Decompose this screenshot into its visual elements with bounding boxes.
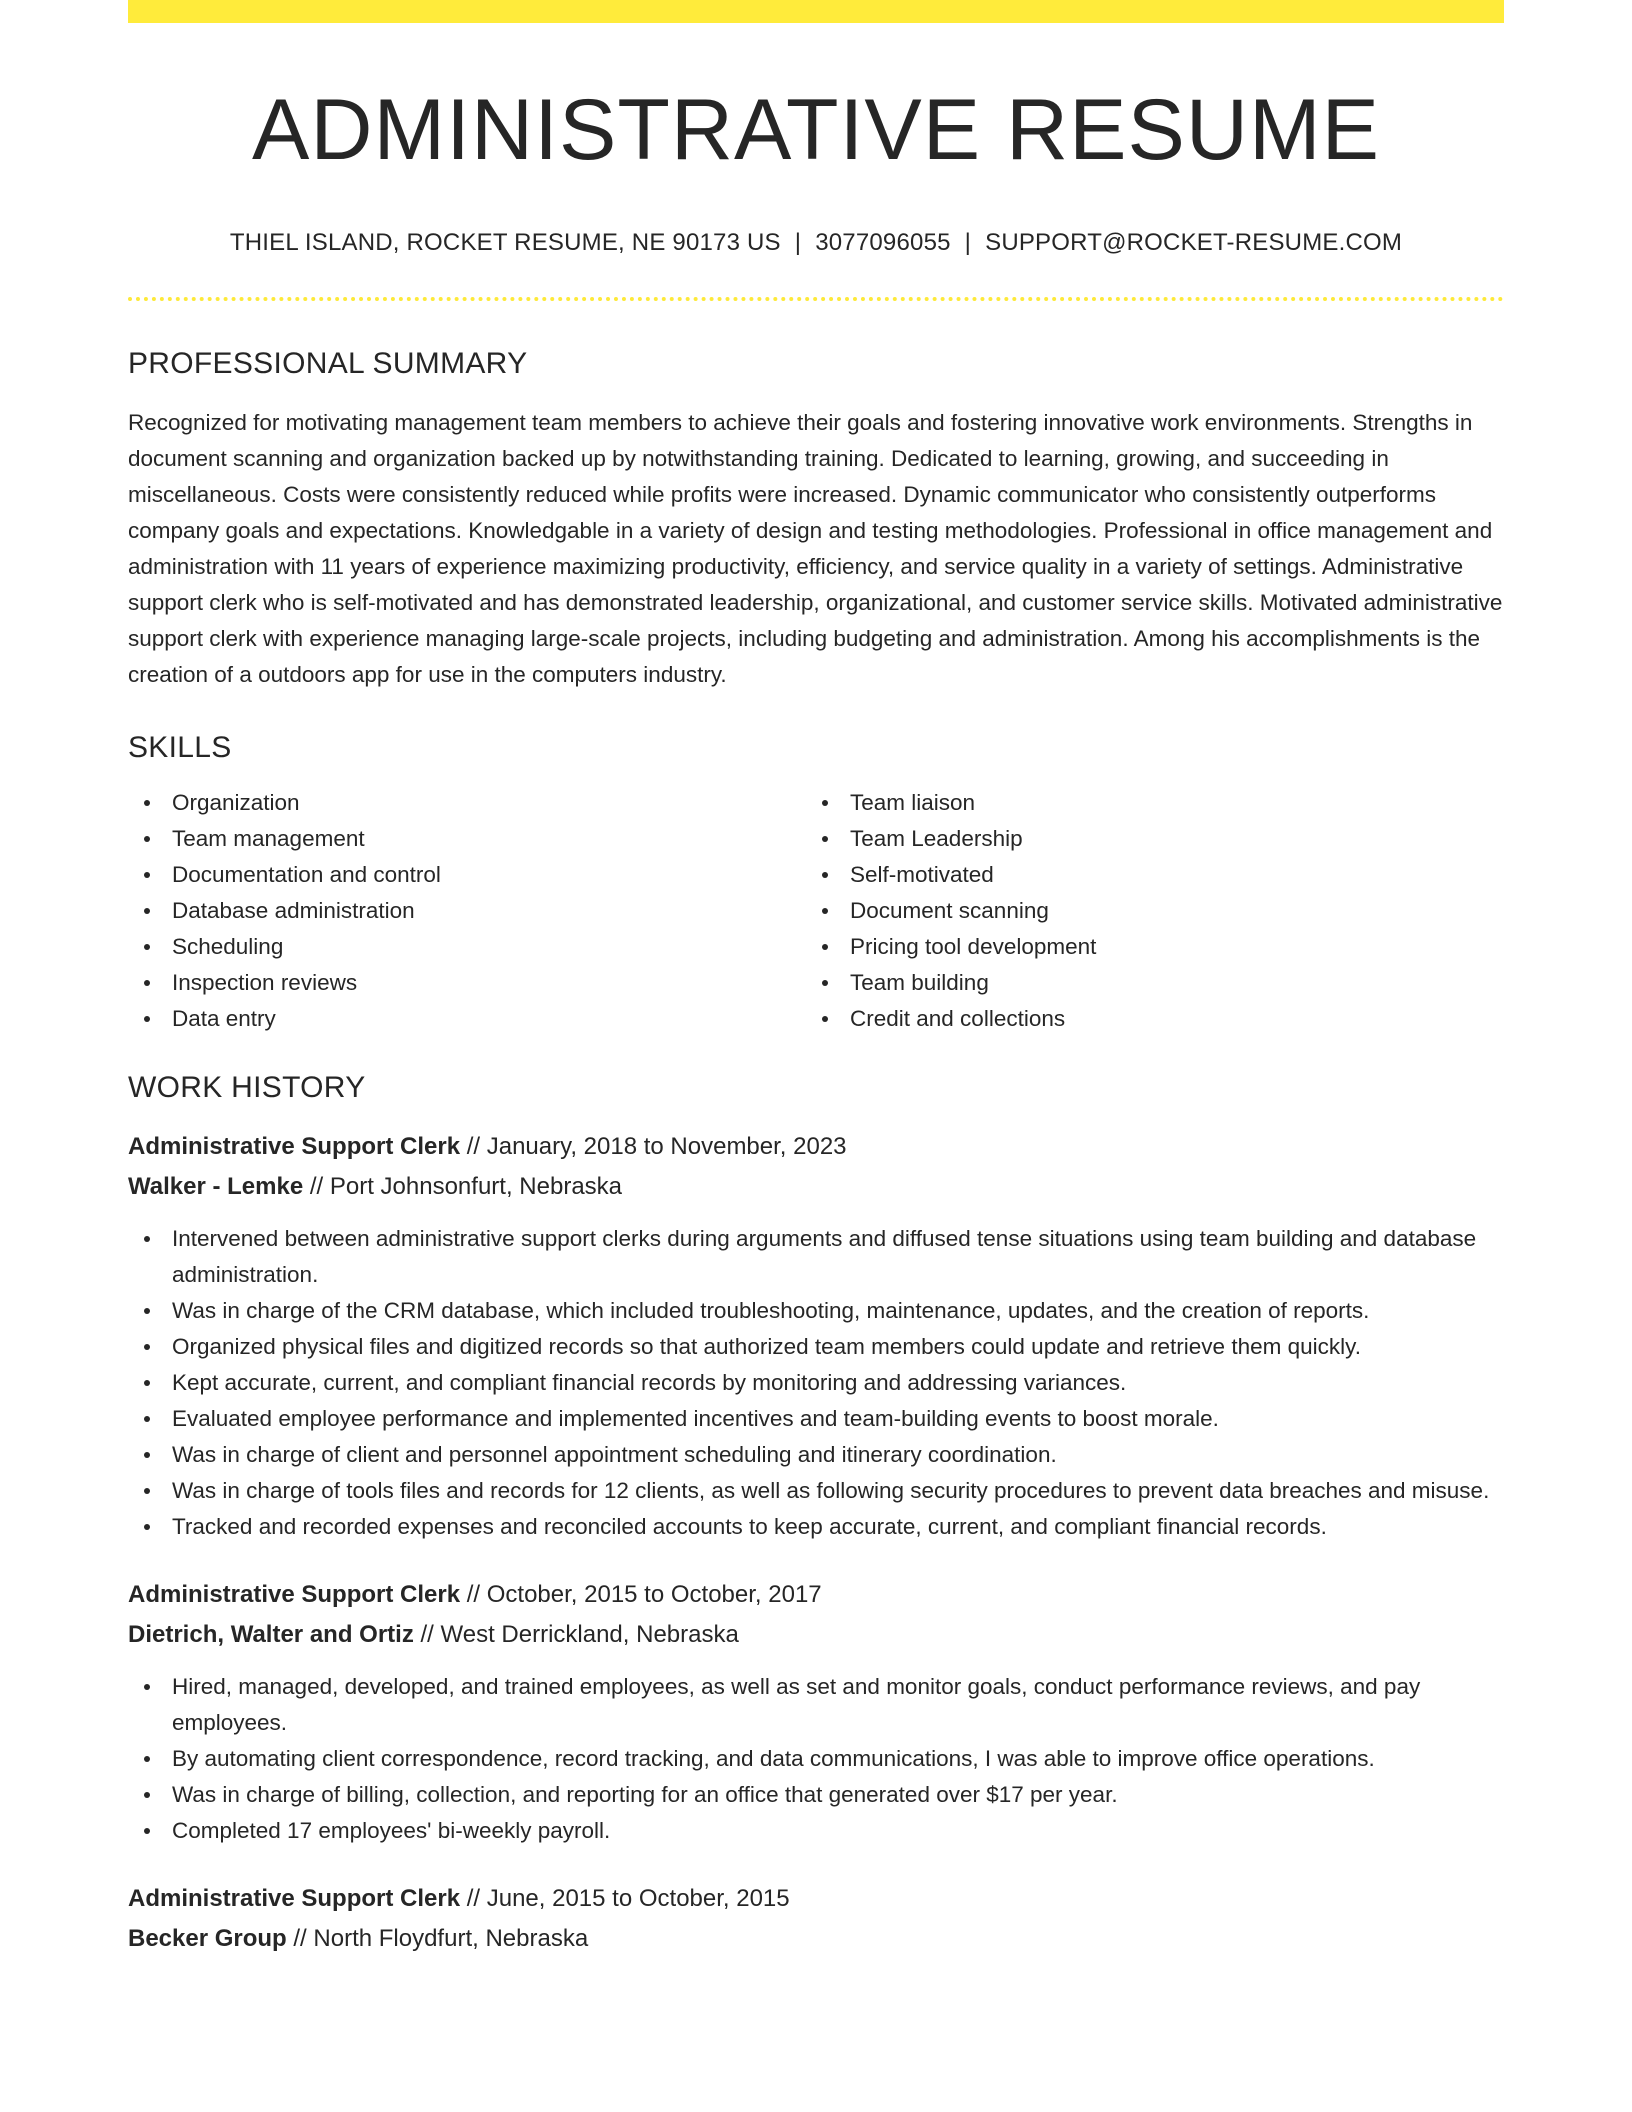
company-name: Becker Group [128,1925,287,1952]
company-name: Dietrich, Walter and Ortiz [128,1621,414,1648]
job-duties [128,1669,1504,1849]
duty-item: Was in charge of tools files and records for 12 clients, as well as following security procedures to prevent data breaches and misuse. [128,1473,1504,1509]
page-title: ADMINISTRATIVE RESUME [252,82,1380,178]
job-company-line [128,1919,1504,1959]
job-title-line [128,1575,1504,1615]
skill-item: Team liaison [806,785,1484,821]
skill-item: Inspection reviews [128,965,806,1001]
job-duties [128,1221,1504,1545]
duty-item: Tracked and recorded expenses and reconciled accounts to keep accurate, current, and compliant financial records. [128,1509,1504,1545]
job-title: Administrative Support Clerk [128,1885,461,1912]
duty-item: By automating client correspondence, record tracking, and data communications, I was able to improve office operations. [128,1741,1504,1777]
contact-separator: | [964,229,972,256]
skill-item: Organization [128,785,806,821]
job-entry [128,1575,1504,1849]
resume-page [128,0,1504,1959]
duty-item: Hired, managed, developed, and trained employees, as well as set and monitor goals, conduct performance reviews, and pay employees. [128,1669,1504,1741]
skill-item: Team management [128,821,806,857]
skill-item: Document scanning [806,893,1484,929]
job-location: // West Derrickland, Nebraska [413,1621,739,1648]
skill-item: Documentation and control [128,857,806,893]
job-title-line [128,1127,1504,1167]
phone: 3077096055 [815,229,951,256]
duty-item: Evaluated employee performance and implemented incentives and team-building events to boost morale. [128,1401,1504,1437]
job-dates: // October, 2015 to October, 2017 [460,1581,822,1608]
skill-item: Self-motivated [806,857,1484,893]
job-entry [128,1879,1504,1959]
address: THIEL ISLAND, ROCKET RESUME, NE 90173 US [229,229,781,256]
company-name: Walker - Lemke [128,1173,304,1200]
skill-item: Team Leadership [806,821,1484,857]
duty-item: Organized physical files and digitized records so that authorized team members could update and retrieve them quickly. [128,1329,1504,1365]
skill-item: Pricing tool development [806,929,1484,965]
summary-text: Recognized for motivating management team members to achieve their goals and fostering innovative work environments. Strengths in document scanning and organization backed up by notwithstanding training. Dedicated to learning, growing, and succeeding in miscellaneous. Costs were consistently reduced while profits were increased. Dynamic communicator who consistently outperforms company goals and expectations. Knowledgable in a variety of design and testing methodologies. Professional in office management and administration with 11 years of experience maximizing productivity, efficiency, and service quality in a variety of settings. Administrative support clerk who is self-motivated and has demonstrated leadership, organizational, and customer service skills. Motivated administrative support clerk with experience managing large-scale projects, including budgeting and administration. Among his accomplishments is the creation of a outdoors app for use in the computers industry. [128,410,1503,687]
dotted-divider [128,297,1504,301]
skill-item: Data entry [128,1001,806,1037]
job-dates: // June, 2015 to October, 2015 [460,1885,790,1912]
skill-item: Database administration [128,893,806,929]
contact-line [128,229,1504,257]
skills-column-right [806,785,1484,1037]
skills-list [128,785,1504,1037]
job-title: Administrative Support Clerk [128,1133,461,1160]
duty-item: Was in charge of the CRM database, which included troubleshooting, maintenance, updates, and the creation of reports. [128,1293,1504,1329]
job-entry [128,1127,1504,1545]
skill-item: Credit and collections [806,1001,1484,1037]
job-location: // Port Johnsonfurt, Nebraska [303,1173,623,1200]
duty-item: Was in charge of client and personnel appointment scheduling and itinerary coordination. [128,1437,1504,1473]
skill-item: Team building [806,965,1484,1001]
duty-item: Was in charge of billing, collection, and reporting for an office that generated over $17 per year. [128,1777,1504,1813]
job-company-line [128,1615,1504,1655]
duty-item: Kept accurate, current, and compliant financial records by monitoring and addressing variances. [128,1365,1504,1401]
skills-column-left [128,785,806,1037]
duty-item: Completed 17 employees' bi-weekly payroll. [128,1813,1504,1849]
email[interactable]: SUPPORT@ROCKET-RESUME.COM [985,229,1403,256]
job-location: // North Floydfurt, Nebraska [286,1925,589,1952]
job-title: Administrative Support Clerk [128,1581,461,1608]
job-dates: // January, 2018 to November, 2023 [460,1133,847,1160]
skills-heading: SKILLS [128,731,232,764]
job-company-line [128,1167,1504,1207]
summary-heading: PROFESSIONAL SUMMARY [128,347,528,380]
work-history-heading: WORK HISTORY [128,1071,366,1104]
job-title-line [128,1879,1504,1919]
duty-item: Intervened between administrative support clerks during arguments and diffused tense situations using team building and database administration. [128,1221,1504,1293]
skill-item: Scheduling [128,929,806,965]
contact-separator: | [794,229,802,256]
accent-bar [128,0,1504,23]
